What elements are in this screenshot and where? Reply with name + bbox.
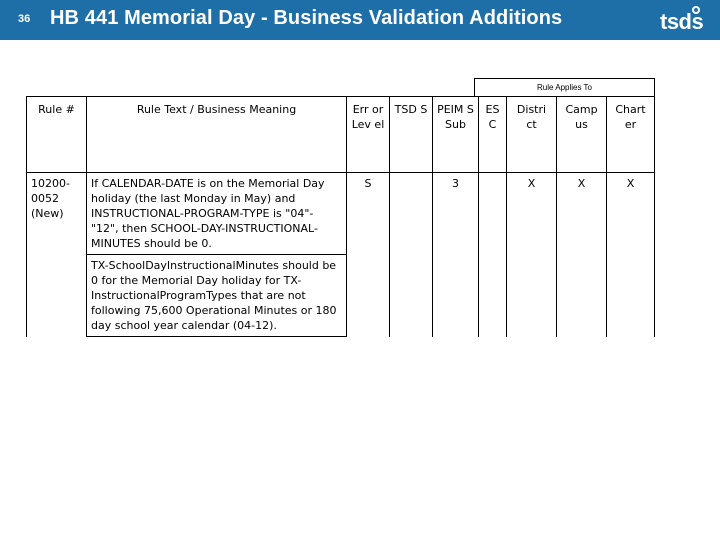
header-rule-number: Rule # — [27, 97, 87, 173]
header-campus: Camp us — [557, 97, 607, 173]
header-row — [27, 97, 655, 173]
esc-value — [479, 173, 507, 337]
header-error-level: Err or Lev el — [347, 97, 390, 173]
business-meaning: TX-SchoolDayInstructionalMinutes should be 0 for the Memorial Day holiday for TX-InstructionalProgramTypes that are not following 75,600 Operational Minutes or 180 day school year calendar (04-12). — [87, 255, 347, 337]
logo-dot-icon — [692, 6, 700, 14]
header-esc: ES C — [479, 97, 507, 173]
rule-number: 10200-0052 (New) — [27, 173, 87, 337]
rule-applies-to-label: Rule Applies To — [474, 78, 655, 97]
district-value: X — [507, 173, 557, 337]
table-row — [27, 173, 655, 255]
error-level: S — [347, 173, 390, 337]
header-rule-text: Rule Text / Business Meaning — [87, 97, 347, 173]
rules-table — [26, 96, 655, 337]
logo-text: tsds — [660, 9, 704, 34]
slide-number: 36 — [18, 13, 31, 25]
title-banner — [0, 0, 720, 40]
rule-text: If CALENDAR-DATE is on the Memorial Day holiday (the last Monday in May) and INSTRUCTIONAL-PROGRAM-TYPE is "04"-"12", then SCHOOL-DAY-INSTRUCTIONAL-MINUTES should be 0. — [87, 173, 347, 255]
slide-title: HB 441 Memorial Day - Business Validation Additions — [50, 7, 563, 29]
peims-sub-value: 3 — [433, 173, 479, 337]
tsds-value — [390, 173, 433, 337]
header-tsds: TSD S — [390, 97, 433, 173]
campus-value: X — [557, 173, 607, 337]
tsds-logo — [660, 8, 712, 34]
header-district: Distri ct — [507, 97, 557, 173]
header-charter: Chart er — [607, 97, 655, 173]
charter-value: X — [607, 173, 655, 337]
header-peims-sub: PEIM S Sub — [433, 97, 479, 173]
